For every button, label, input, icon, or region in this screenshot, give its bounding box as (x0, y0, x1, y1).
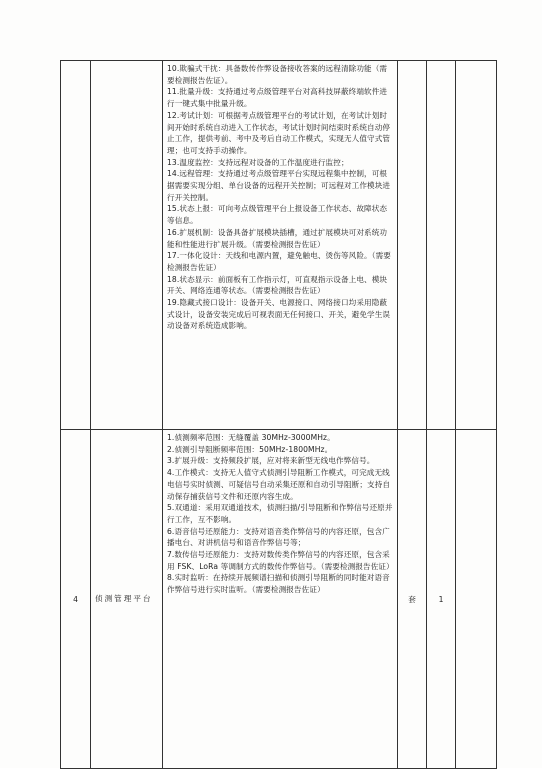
item-name-cell: 侦测管理平台 (91, 430, 163, 769)
item-name-cell (91, 61, 163, 430)
requirement-item: 15.状态上报：可向考点级管理平台上报设备工作状态、故障状态等信息。 (167, 204, 388, 226)
requirement-item: 12.考试计划：可根据考点级管理平台的考试计划，在考试计划时间开始时系统自动进入工作状态，考试计划时间结束时系统自动停止工作，提供考前、考中及考后自动工作模式，实现无人值守式管理；也可支持手动操作。 (167, 110, 391, 155)
empty-cell (456, 430, 497, 769)
requirement-item: 14.远程管理：支持通过考点级管理平台实现远程集中控制，可根据需要实现分组、单台设备的远程开关控制；可远程对工作模块进行开关控制。 (167, 169, 391, 202)
requirement-item: 6.语音信号还原能力：支持对语音类作弊信号的内容还原，包含广播电台、对讲机信号和语音作弊信号等； (167, 526, 390, 548)
requirement-item: 1.侦测频率范围：无缝覆盖 30MHz-3000MHz。 (167, 433, 335, 442)
requirement-item: 7.数传信号还原能力：支持对数传类作弊信号的内容还原，包含采用 FSK、LoRa 等调制方式的数传作弊信号。（需要检测报告佐证） (167, 550, 394, 571)
requirements-cell (163, 430, 398, 769)
quantity-cell: 1 (427, 430, 456, 769)
empty-cell (456, 61, 497, 430)
unit-cell (398, 61, 427, 430)
specification-table (60, 60, 497, 769)
requirement-item: 19.隐藏式接口设计：设备开关、电源接口、网络接口均采用隐蔽式设计，设备安装完成后可视表面无任何接口、开关，避免学生误动设备对系统造成影响。 (167, 298, 391, 331)
requirement-item: 8.实时监听：在持续开展频谱扫描和侦测引导阻断的同时能对语音作弊信号进行实时监听。（需要检测报告佐证） (167, 573, 390, 595)
requirement-item: 11.批量升级：支持通过考点级管理平台对高科技屏蔽终端软件进行一键式集中批量升级。 (167, 87, 388, 109)
requirement-item: 10.欺骗式干扰：具备数传作弊设备接收答案的远程清除功能（需要检测报告佐证）。 (167, 64, 388, 85)
table-row (61, 430, 497, 769)
table-row (61, 61, 497, 430)
requirement-item: 2.侦测引导阻断频率范围：50MHz-1800MHz。 (167, 444, 333, 454)
item-number-cell: 4 (61, 430, 91, 769)
requirement-item: 18.状态显示：前面板有工作指示灯，可直观指示设备上电、模块开关、网络连通等状态。（需要检测报告佐证） (167, 274, 388, 296)
requirement-item: 17.一体化设计：天线和电源内置，避免触电、烫伤等风险。（需要检测报告佐证） (167, 251, 391, 272)
requirement-item: 4.工作模式：支持无人值守式侦测引导阻断工作模式，可完成无线电信号实时侦测、可疑信号自动采集还原和自动引导阻断；支持自动保存捕获信号文件和还原内容生成。 (167, 468, 391, 501)
item-number-cell (61, 61, 91, 430)
requirement-item: 16.扩展机制：设备具备扩展模块插槽，通过扩展模块可对系统功能和性能进行扩展升级。（需要检测报告佐证） (167, 227, 388, 249)
unit-cell: 套 (398, 430, 427, 769)
requirement-item: 3.扩展升级：支持频段扩展，应对将来新型无线电作弊信号。 (167, 456, 375, 466)
requirement-item: 13.温度监控：支持远程对设备的工作温度进行监控； (167, 157, 349, 167)
requirements-cell (163, 61, 398, 430)
quantity-cell (427, 61, 456, 430)
requirement-item: 5.双通道：采用双通道技术，侦测扫描/引导阻断和作弊信号还原并行工作，互不影响。 (167, 503, 393, 524)
